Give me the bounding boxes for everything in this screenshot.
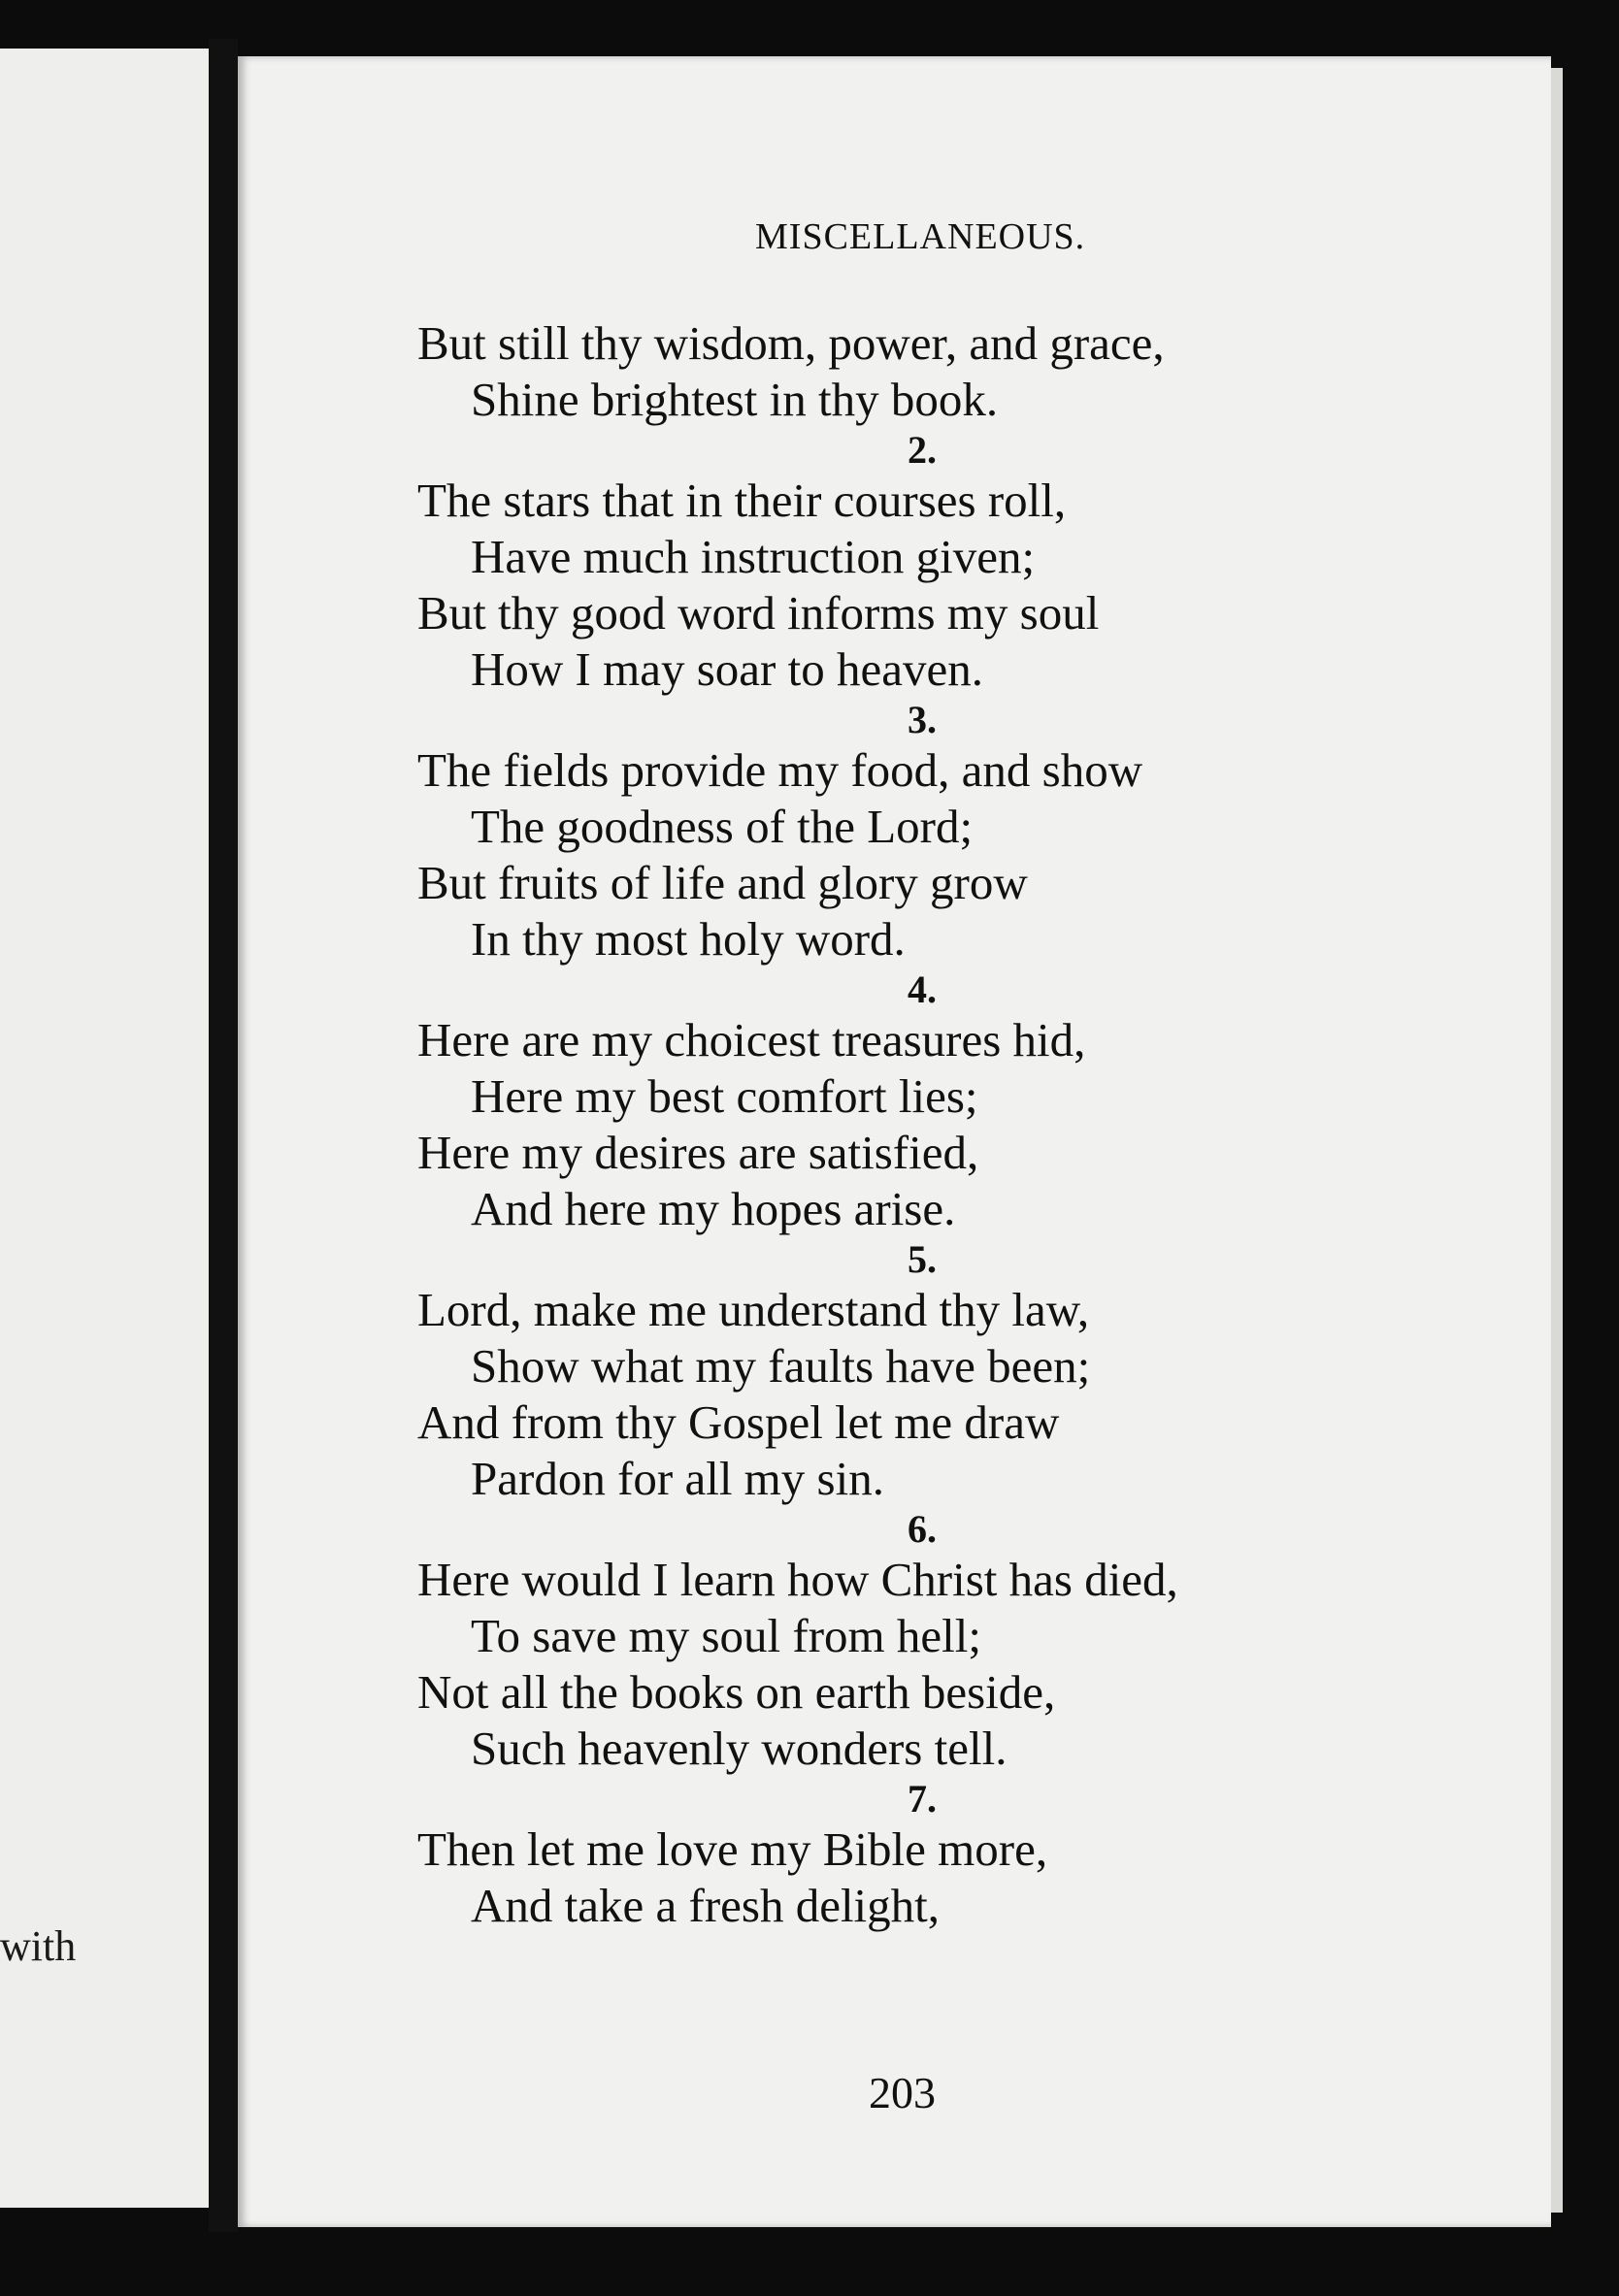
stanza	[417, 1507, 1485, 1777]
verse-line: And take a fresh delight,	[471, 1879, 941, 1932]
verse-line: The goodness of the Lord;	[471, 800, 974, 853]
verse-line: Pardon for all my sin.	[471, 1452, 884, 1505]
verse-line: Here my desires are satisfied,	[417, 1126, 979, 1179]
verse-line: To save my soul from hell;	[471, 1609, 981, 1662]
stanza	[417, 1777, 1485, 1934]
verse-line: How I may soar to heaven.	[471, 642, 983, 696]
verse-line: Here would I learn how Christ has died,	[417, 1553, 1178, 1606]
verse-line: Such heavenly wonders tell.	[471, 1722, 1008, 1775]
verse-line: Show what my faults have been;	[471, 1339, 1091, 1393]
stanza-number: 3.	[908, 698, 937, 741]
verse-line: Not all the books on earth beside,	[417, 1665, 1056, 1719]
stanza-number: 6.	[908, 1507, 937, 1551]
verse-line: And from thy Gospel let me draw	[417, 1395, 1060, 1449]
verse-line: The stars that in their courses roll,	[417, 474, 1067, 527]
verse-line: Lord, make me understand thy law,	[417, 1283, 1090, 1336]
stanza-number: 2.	[908, 428, 937, 472]
left-page	[0, 49, 218, 2208]
stanza	[417, 315, 1485, 428]
stanza-number: 4.	[908, 968, 937, 1011]
stanza-number: 5.	[908, 1237, 937, 1281]
running-header-text: MISCELLANEOUS.	[755, 216, 1086, 257]
verse-line: Shine brightest in thy book.	[471, 373, 999, 426]
stanza	[417, 968, 1485, 1237]
book-spine	[209, 39, 238, 2232]
verse-line: In thy most holy word.	[471, 912, 906, 966]
stanza	[417, 1237, 1485, 1507]
verse-line: Then let me love my Bible more,	[417, 1822, 1048, 1876]
verse-line: The fields provide my food, and show	[417, 743, 1143, 797]
page-edge	[1551, 68, 1563, 2213]
verse-line: Here my best comfort lies;	[471, 1069, 978, 1123]
verse-line: And here my hopes arise.	[471, 1182, 956, 1235]
left-page-fragment: with	[0, 1922, 77, 1970]
verse-line: But thy good word informs my soul	[417, 586, 1100, 640]
page-number: 203	[869, 2068, 936, 2117]
stanza	[417, 698, 1485, 968]
verse-line: But still thy wisdom, power, and grace,	[417, 316, 1165, 370]
verse-line: Here are my choicest treasures hid,	[417, 1013, 1086, 1066]
stanza-number: 7.	[908, 1777, 937, 1820]
stanza	[417, 428, 1485, 698]
verse-line: Have much instruction given;	[471, 530, 1036, 583]
verse-line: But fruits of life and glory grow	[417, 856, 1028, 909]
hymn-text	[417, 315, 1485, 1934]
